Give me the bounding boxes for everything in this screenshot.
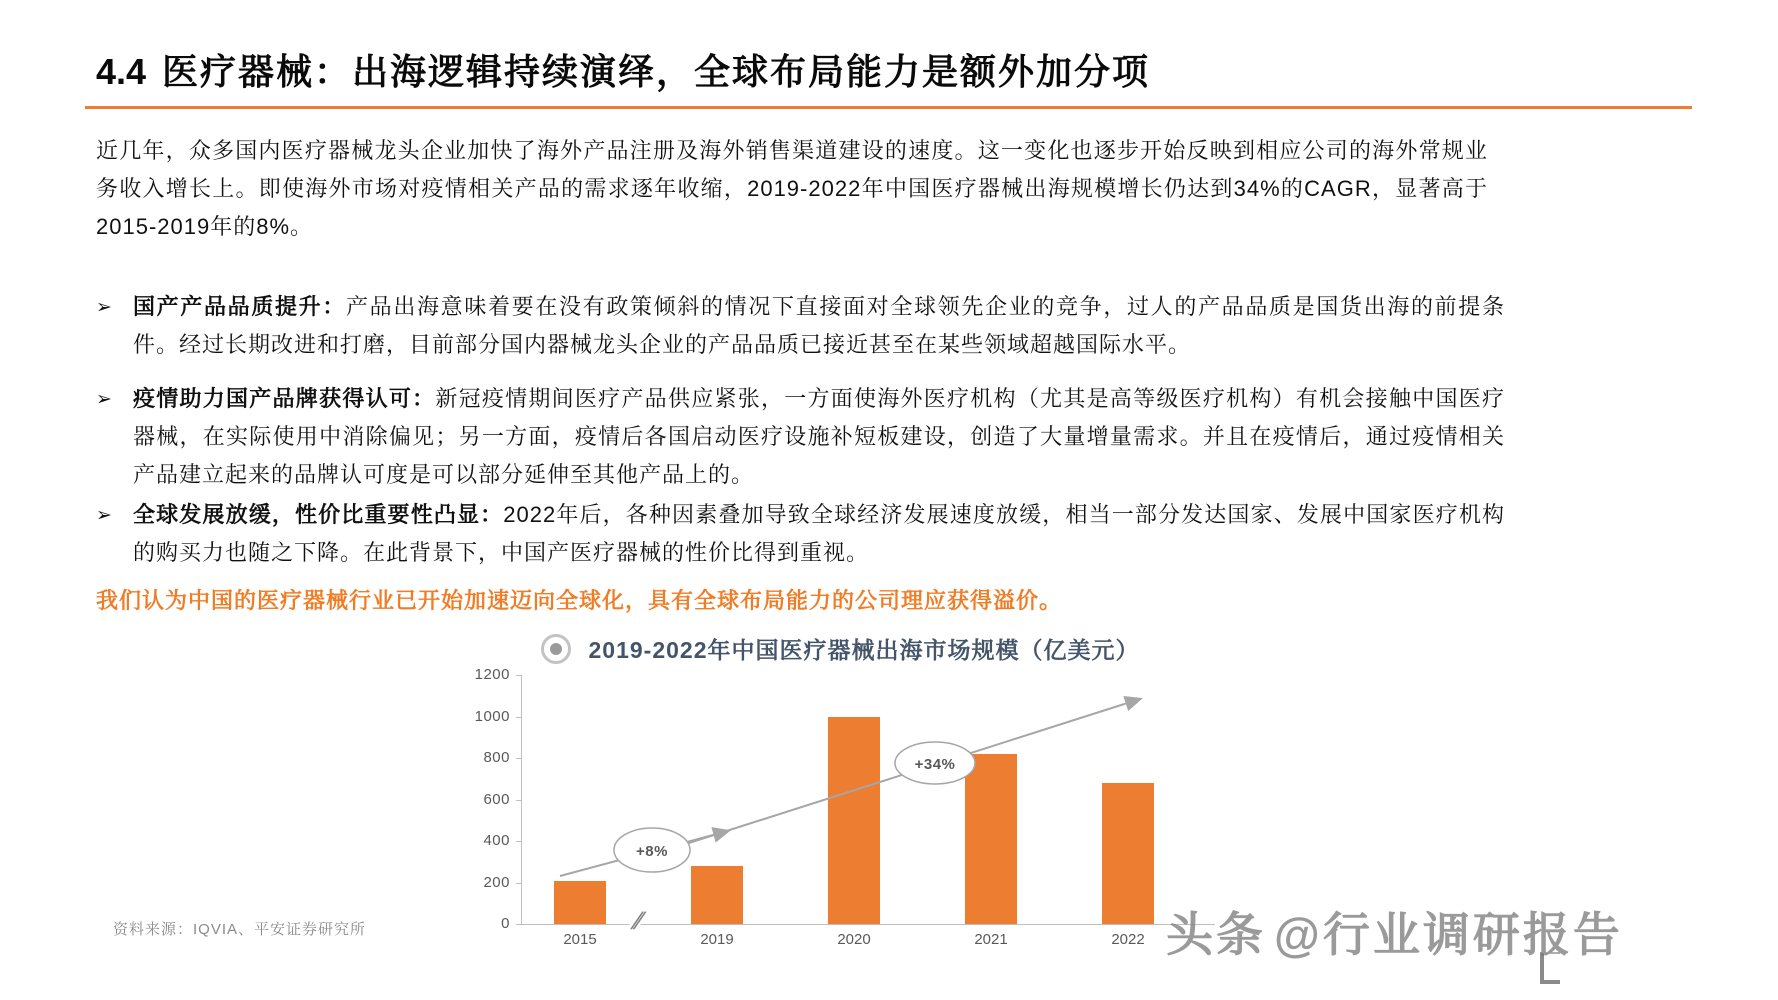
growth-arrow-2019-2022 (645, 699, 1140, 857)
page-corner-mark (1540, 952, 1560, 984)
y-tick-label: 800 (483, 749, 510, 766)
watermark-logo: 头条 (1166, 908, 1266, 961)
x-tick-label: 2022 (1111, 931, 1145, 948)
x-tick-label: 2021 (974, 931, 1008, 948)
y-tick-label: 600 (483, 790, 510, 808)
trend-arrows-overlay (440, 660, 1240, 960)
watermark-handle: @行业调研报告 (1274, 908, 1623, 961)
bullet-cost-performance (96, 496, 1505, 572)
source-note: 资料来源：IQVIA、平安证券研究所 (113, 921, 367, 938)
bullet-text: 2022年后，各种因素叠加导致全球经济发展速度放缓，相当一部分发达国家、发展中国家医疗机构的购买力也随之下降。在此背景下，中国产医疗器械的性价比得到重视。 (133, 502, 1505, 565)
page-title (96, 44, 1150, 95)
intro-paragraph: 近几年，众多国内医疗器械龙头企业加快了海外产品注册及海外销售渠道建设的速度。这一变化也逐步开始反映到相应公司的海外常规业务收入增长上。即使海外市场对疫情相关产品的需求逐年收缩，2019-2022年中国医疗器械出海规模增长仍达到34%的CAGR，显著高于2015-2019年的8%。 (96, 138, 1488, 239)
arrow-bullet-icon: ➢ (96, 297, 112, 318)
bullet-pandemic-brand (96, 380, 1505, 494)
bullet-lead: 全球发展放缓，性价比重要性凸显： (133, 502, 504, 527)
bullet-lead: 国产产品品质提升： (133, 294, 346, 319)
bullet-text: 新冠疫情期间医疗产品供应紧张，一方面使海外医疗机构（尤其是高等级医疗机构）有机会接触中国医疗器械，在实际使用中消除偏见；另一方面，疫情后各国启动医疗设施补短板建设，创造了大量增量需求。并且在疫情后，通过疫情相关产品建立起来的品牌认可度是可以部分延伸至其他产品上的。 (133, 386, 1505, 487)
title-underline (85, 106, 1692, 109)
chart-title: 2019-2022年中国医疗器械出海市场规模（亿美元） (588, 637, 1140, 663)
x-tick-label: 2020 (837, 931, 871, 948)
bullet-text: 产品出海意味着要在没有政策倾斜的情况下直接面对全球领先企业的竞争，过人的产品品质是国货出海的前提条件。经过长期改进和打磨，目前部分国内器械龙头企业的产品品质已接近甚至在某些领域超越国际水平。 (133, 294, 1505, 357)
y-tick-label: 1000 (474, 707, 510, 725)
section-number: 4.4 (96, 51, 147, 92)
y-tick-label: 1200 (474, 666, 510, 683)
bar-chart (440, 660, 1240, 960)
y-tick-label: 400 (483, 832, 510, 849)
cagr-8-label: +8% (636, 843, 668, 860)
circle-bullet-icon (541, 634, 571, 664)
bullet-product-quality (96, 288, 1505, 364)
cagr-34-label: +34% (914, 756, 956, 773)
page-title-text: 医疗器械：出海逻辑持续演绎，全球布局能力是额外加分项 (162, 51, 1151, 92)
axis-break-mark: // (627, 910, 643, 934)
arrow-bullet-icon: ➢ (96, 505, 112, 526)
y-tick-label: 0 (501, 915, 510, 932)
x-tick-label: 2015 (563, 931, 597, 948)
x-tick-label: 2019 (700, 931, 734, 948)
highlight-statement: 我们认为中国的医疗器械行业已开始加速迈向全球化，具有全球布局能力的公司理应获得溢价。 (96, 588, 1063, 613)
bullet-lead: 疫情助力国产品牌获得认可： (133, 386, 436, 411)
y-tick-label: 200 (483, 873, 510, 891)
arrow-bullet-icon: ➢ (96, 389, 112, 410)
